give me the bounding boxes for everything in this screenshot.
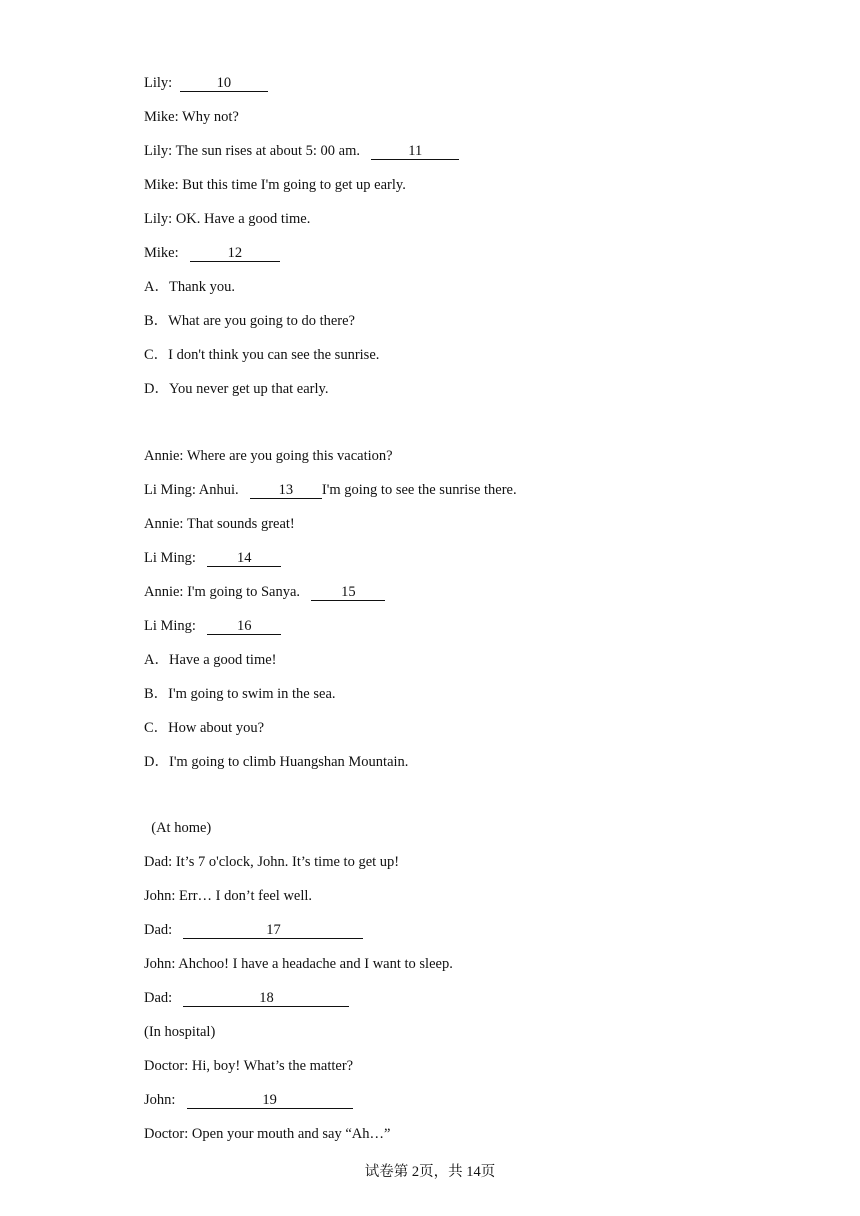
- option: [144, 685, 336, 703]
- option-letter: A．: [144, 652, 169, 668]
- option: [144, 753, 408, 771]
- dialogue-line: [144, 74, 268, 92]
- speaker: John:: [144, 888, 176, 904]
- option-text: What are you going to do there?: [168, 313, 355, 329]
- dialogue-line: [144, 549, 281, 567]
- speaker: Annie:: [144, 516, 184, 532]
- option-letter: D．: [144, 381, 169, 397]
- line-text: Where are you going this vacation?: [186, 448, 393, 464]
- option: [144, 312, 355, 330]
- option: [144, 651, 277, 669]
- dialogue-line: [144, 617, 281, 635]
- option-letter: D．: [144, 754, 169, 770]
- speaker: Li Ming:: [144, 550, 196, 566]
- answer-blank: 19: [187, 1092, 353, 1109]
- speaker: Mike:: [144, 109, 179, 125]
- answer-blank: 16: [207, 618, 281, 635]
- answer-blank: 17: [183, 922, 363, 939]
- line-text: Anhui.: [198, 482, 239, 498]
- option: [144, 380, 328, 398]
- answer-blank: 14: [207, 550, 281, 567]
- speaker: Lily:: [144, 75, 173, 91]
- dialogue-line: [144, 989, 349, 1007]
- dialogue-line: [144, 244, 280, 262]
- answer-blank: 12: [190, 245, 280, 262]
- option-letter: B．: [144, 313, 169, 329]
- speaker: Annie:: [144, 448, 184, 464]
- dialogue-line: [144, 108, 239, 126]
- dialogue-line: [144, 1125, 390, 1143]
- option-letter: B．: [144, 686, 169, 702]
- dialogue-line: [144, 921, 363, 939]
- line-text: But this time I'm going to get up early.: [182, 177, 406, 193]
- line-text: (In hospital): [144, 1024, 216, 1040]
- line-text: Hi, boy! What’s the matter?: [191, 1058, 354, 1074]
- speaker: Mike:: [144, 177, 179, 193]
- dialogue-line: [144, 515, 295, 533]
- dialogue-line: [144, 447, 393, 465]
- dialogue-line: [144, 481, 517, 499]
- option-letter: C．: [144, 720, 169, 736]
- line-text: The sun rises at about 5: 00 am.: [175, 143, 361, 159]
- line-text: Open your mouth and say “Ah…”: [191, 1126, 391, 1142]
- line-text: OK. Have a good time.: [175, 211, 311, 227]
- option-text: Thank you.: [168, 279, 236, 295]
- option-letter: A．: [144, 279, 169, 295]
- answer-blank: 18: [183, 990, 349, 1007]
- speaker: Lily:: [144, 143, 173, 159]
- speaker: John:: [144, 1092, 176, 1108]
- dialogue-line: [144, 176, 406, 194]
- page-footer: 试卷第 2页，共 14页: [364, 1164, 496, 1180]
- option: [144, 346, 379, 364]
- dialogue-line: [144, 583, 385, 601]
- option-text: I'm going to swim in the sea.: [168, 686, 336, 702]
- line-text: Ahchoo! I have a headache and I want to sleep.: [178, 956, 453, 972]
- line-text: That sounds great!: [186, 516, 295, 532]
- speaker: Doctor:: [144, 1126, 189, 1142]
- answer-blank: 10: [180, 75, 268, 92]
- scene-note: [144, 1023, 215, 1041]
- option: [144, 719, 264, 737]
- line-text: I'm going to Sanya.: [187, 584, 301, 600]
- dialogue-line: [144, 1091, 353, 1109]
- dialogue-line: [144, 853, 399, 871]
- speaker: Dad:: [144, 990, 173, 1006]
- line-text: Why not?: [182, 109, 239, 125]
- dialogue-line: [144, 210, 310, 228]
- option-text: I'm going to climb Huangshan Mountain.: [168, 754, 409, 770]
- option-text: You never get up that early.: [168, 381, 329, 397]
- option-text: How about you?: [168, 720, 265, 736]
- speaker: Doctor:: [144, 1058, 189, 1074]
- speaker: Dad:: [144, 922, 173, 938]
- speaker: Li Ming:: [144, 482, 196, 498]
- speaker: Li Ming:: [144, 618, 196, 634]
- line-text: (At home): [144, 820, 212, 836]
- line-text: It’s 7 o'clock, John. It’s time to get up!: [175, 854, 400, 870]
- line-text: Err… I don’t feel well.: [179, 888, 313, 904]
- dialogue-line: [144, 142, 459, 160]
- dialogue-line: [144, 1057, 353, 1075]
- option-text: Have a good time!: [168, 652, 277, 668]
- dialogue-line: [144, 955, 453, 973]
- scene-note: [144, 819, 211, 837]
- speaker: Lily:: [144, 211, 173, 227]
- option: [144, 278, 235, 296]
- line-text: I'm going to see the sunrise there.: [321, 482, 517, 498]
- dialogue-line: [144, 887, 312, 905]
- speaker: John:: [144, 956, 176, 972]
- answer-blank: 13: [250, 482, 322, 499]
- option-text: I don't think you can see the sunrise.: [168, 347, 380, 363]
- option-letter: C．: [144, 347, 169, 363]
- answer-blank: 11: [371, 143, 459, 160]
- speaker: Mike:: [144, 245, 179, 261]
- speaker: Annie:: [144, 584, 184, 600]
- answer-blank: 15: [311, 584, 385, 601]
- speaker: Dad:: [144, 854, 173, 870]
